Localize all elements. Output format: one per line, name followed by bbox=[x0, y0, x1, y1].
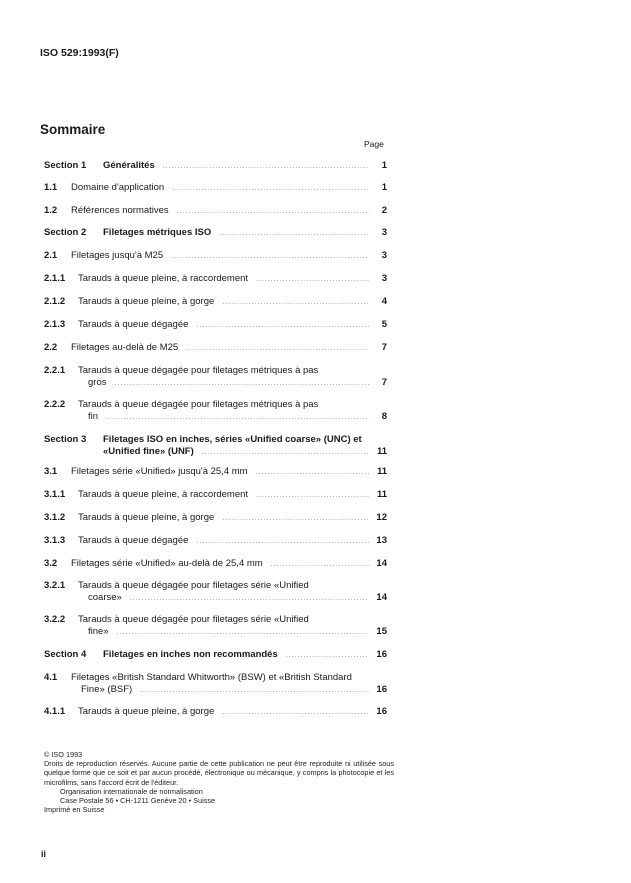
dot-leader bbox=[286, 650, 369, 662]
dot-leader bbox=[256, 274, 369, 286]
dot-leader bbox=[140, 685, 369, 697]
toc-entry-page: 16 bbox=[376, 684, 387, 695]
toc-entry-title: Références normatives bbox=[71, 205, 169, 216]
dot-leader bbox=[171, 251, 369, 263]
toc-entry-page: 2 bbox=[381, 205, 387, 216]
copyright-line: © ISO 1993 bbox=[44, 750, 83, 759]
toc-entry-number: 3.2.2 bbox=[44, 614, 66, 625]
printed-in: Imprimé en Suisse bbox=[44, 805, 105, 815]
toc-entry-page: 3 bbox=[381, 273, 387, 284]
toc-entry-number: 3.2 bbox=[44, 558, 58, 569]
toc-entry-page: 4 bbox=[381, 296, 387, 307]
toc-entry-page: 3 bbox=[381, 250, 387, 261]
dot-leader bbox=[186, 343, 369, 355]
toc-entry-number: 2.1.2 bbox=[44, 296, 66, 307]
toc-entry-title: Tarauds à queue pleine, à raccordement bbox=[78, 273, 249, 284]
organization-name: Organisation internationale de normalisation bbox=[60, 786, 203, 796]
toc-entry-title: Filetages ISO en inches, séries «Unified coarse» (UNC) et bbox=[103, 434, 362, 445]
toc-entry-number: 4.1.1 bbox=[44, 706, 66, 717]
toc-entry-number: 2.2.2 bbox=[44, 399, 66, 410]
page-column-label: Page bbox=[364, 139, 384, 149]
toc-entry-number: 3.1.3 bbox=[44, 535, 66, 546]
toc-entry-page: 11 bbox=[376, 446, 387, 457]
dot-leader bbox=[196, 320, 369, 332]
dot-leader bbox=[114, 378, 369, 390]
organization-address: Case Postale 56 • CH-1211 Genève 20 • Suisse bbox=[60, 796, 216, 806]
toc-entry-title: Tarauds à queue dégagée pour filetages métriques à pas bbox=[78, 365, 319, 376]
toc-entry-number: 2.2 bbox=[44, 342, 58, 353]
toc-entry-page: 13 bbox=[376, 535, 387, 546]
toc-entry-number: 1.1 bbox=[44, 182, 58, 193]
dot-leader bbox=[222, 513, 369, 525]
toc-entry-title: Tarauds à queue pleine, à gorge bbox=[78, 706, 215, 717]
dot-leader bbox=[117, 627, 369, 639]
copyright-block bbox=[44, 750, 394, 814]
toc-entry-number: 2.2.1 bbox=[44, 365, 66, 376]
toc-entry-number: 2.1.1 bbox=[44, 273, 66, 284]
toc-entry-page: 14 bbox=[376, 592, 387, 603]
dot-leader bbox=[177, 206, 369, 218]
toc-entry-page: 16 bbox=[376, 706, 387, 717]
toc-entry-page: 16 bbox=[376, 649, 387, 660]
toc-entry-title: gros bbox=[88, 377, 107, 388]
toc-entry-title: Tarauds à queue dégagée pour filetages série «Unified bbox=[78, 614, 309, 625]
dot-leader bbox=[106, 412, 369, 424]
toc-entry-title: Tarauds à queue dégagée pour filetages métriques à pas bbox=[78, 399, 319, 410]
toc-entry-number: 3.2.1 bbox=[44, 580, 66, 591]
toc-entry-title: Domaine d'application bbox=[71, 182, 165, 193]
toc-entry-title: fin bbox=[88, 411, 99, 422]
dot-leader bbox=[222, 297, 369, 309]
toc-entry-number: 4.1 bbox=[44, 672, 58, 683]
toc-entry-title: Tarauds à queue pleine, à raccordement bbox=[78, 489, 249, 500]
toc-entry-page: 12 bbox=[376, 512, 387, 523]
toc-entry-title: Filetages série «Unified» jusqu'à 25,4 mm bbox=[71, 466, 248, 477]
toc-entry-number: Section 2 bbox=[44, 227, 87, 238]
toc-entry-title: Filetages série «Unified» au-delà de 25,4 mm bbox=[71, 558, 263, 569]
toc-entry-title: Tarauds à queue pleine, à gorge bbox=[78, 512, 215, 523]
toc-entry-title: Tarauds à queue dégagée bbox=[78, 535, 189, 546]
toc-entry-number: 3.1 bbox=[44, 466, 58, 477]
toc-entry-title: Fine» (BSF) bbox=[81, 684, 133, 695]
toc-entry-page: 7 bbox=[381, 342, 387, 353]
dot-leader bbox=[196, 536, 369, 548]
rights-notice: Droits de reproduction réservés. Aucune partie de cette publication ne peut être reproduite ni utilisée sous quelque forme que ce soit et par aucun procédé, électronique ou mécanique, y compris la photocopie et les microfilms, sans l'accord écrit de l'éditeur. bbox=[44, 759, 394, 787]
toc-entry-page: 5 bbox=[381, 319, 387, 330]
dot-leader bbox=[256, 467, 369, 479]
dot-leader bbox=[172, 183, 369, 195]
toc-entry-page: 3 bbox=[381, 227, 387, 238]
toc-entry-page: 8 bbox=[381, 411, 387, 422]
toc-entry-page: 14 bbox=[376, 558, 387, 569]
toc-entry-title: Filetages jusqu'à M25 bbox=[71, 250, 164, 261]
dot-leader bbox=[222, 707, 369, 719]
toc-entry-title: «Unified fine» (UNF) bbox=[103, 446, 194, 457]
toc-entry-title: Tarauds à queue dégagée pour filetages série «Unified bbox=[78, 580, 309, 591]
toc-entry-page: 11 bbox=[376, 466, 387, 477]
toc-heading: Sommaire bbox=[40, 122, 106, 137]
toc-entry-number: 3.1.1 bbox=[44, 489, 66, 500]
toc-entry-number: 1.2 bbox=[44, 205, 58, 216]
toc-entry-title: Filetages en inches non recommandés bbox=[103, 649, 278, 660]
toc-entry-page: 1 bbox=[381, 182, 387, 193]
toc-entry-title: Tarauds à queue pleine, à gorge bbox=[78, 296, 215, 307]
toc-entry-page: 7 bbox=[381, 377, 387, 388]
toc-entry-title: Filetages métriques ISO bbox=[103, 227, 212, 238]
toc-entry-title: Généralités bbox=[103, 160, 155, 171]
toc-entry-title: Tarauds à queue dégagée bbox=[78, 319, 189, 330]
toc-entry-number: 3.1.2 bbox=[44, 512, 66, 523]
dot-leader bbox=[202, 447, 369, 459]
dot-leader bbox=[219, 228, 369, 240]
toc-entry-page: 11 bbox=[376, 489, 387, 500]
dot-leader bbox=[256, 490, 369, 502]
dot-leader bbox=[271, 559, 369, 571]
toc-entry-page: 1 bbox=[381, 160, 387, 171]
toc-entry-number: 2.1 bbox=[44, 250, 58, 261]
standard-identifier: ISO 529:1993(F) bbox=[40, 47, 119, 59]
toc-entry-title: fine» bbox=[88, 626, 109, 637]
toc-entry-title: Filetages au-delà de M25 bbox=[71, 342, 179, 353]
toc-entry-title: coarse» bbox=[88, 592, 122, 603]
toc-entry-page: 15 bbox=[376, 626, 387, 637]
dot-leader bbox=[130, 593, 369, 605]
dot-leader bbox=[163, 161, 369, 173]
toc-entry-number: Section 1 bbox=[44, 160, 87, 171]
toc-entry-number: 2.1.3 bbox=[44, 319, 66, 330]
toc-entry-number: Section 4 bbox=[44, 649, 87, 660]
toc-entry-title: Filetages «British Standard Whitworth» (BSW) et «British Standard bbox=[71, 672, 352, 683]
toc-entry-number: Section 3 bbox=[44, 434, 87, 445]
page-number: ii bbox=[41, 849, 47, 859]
